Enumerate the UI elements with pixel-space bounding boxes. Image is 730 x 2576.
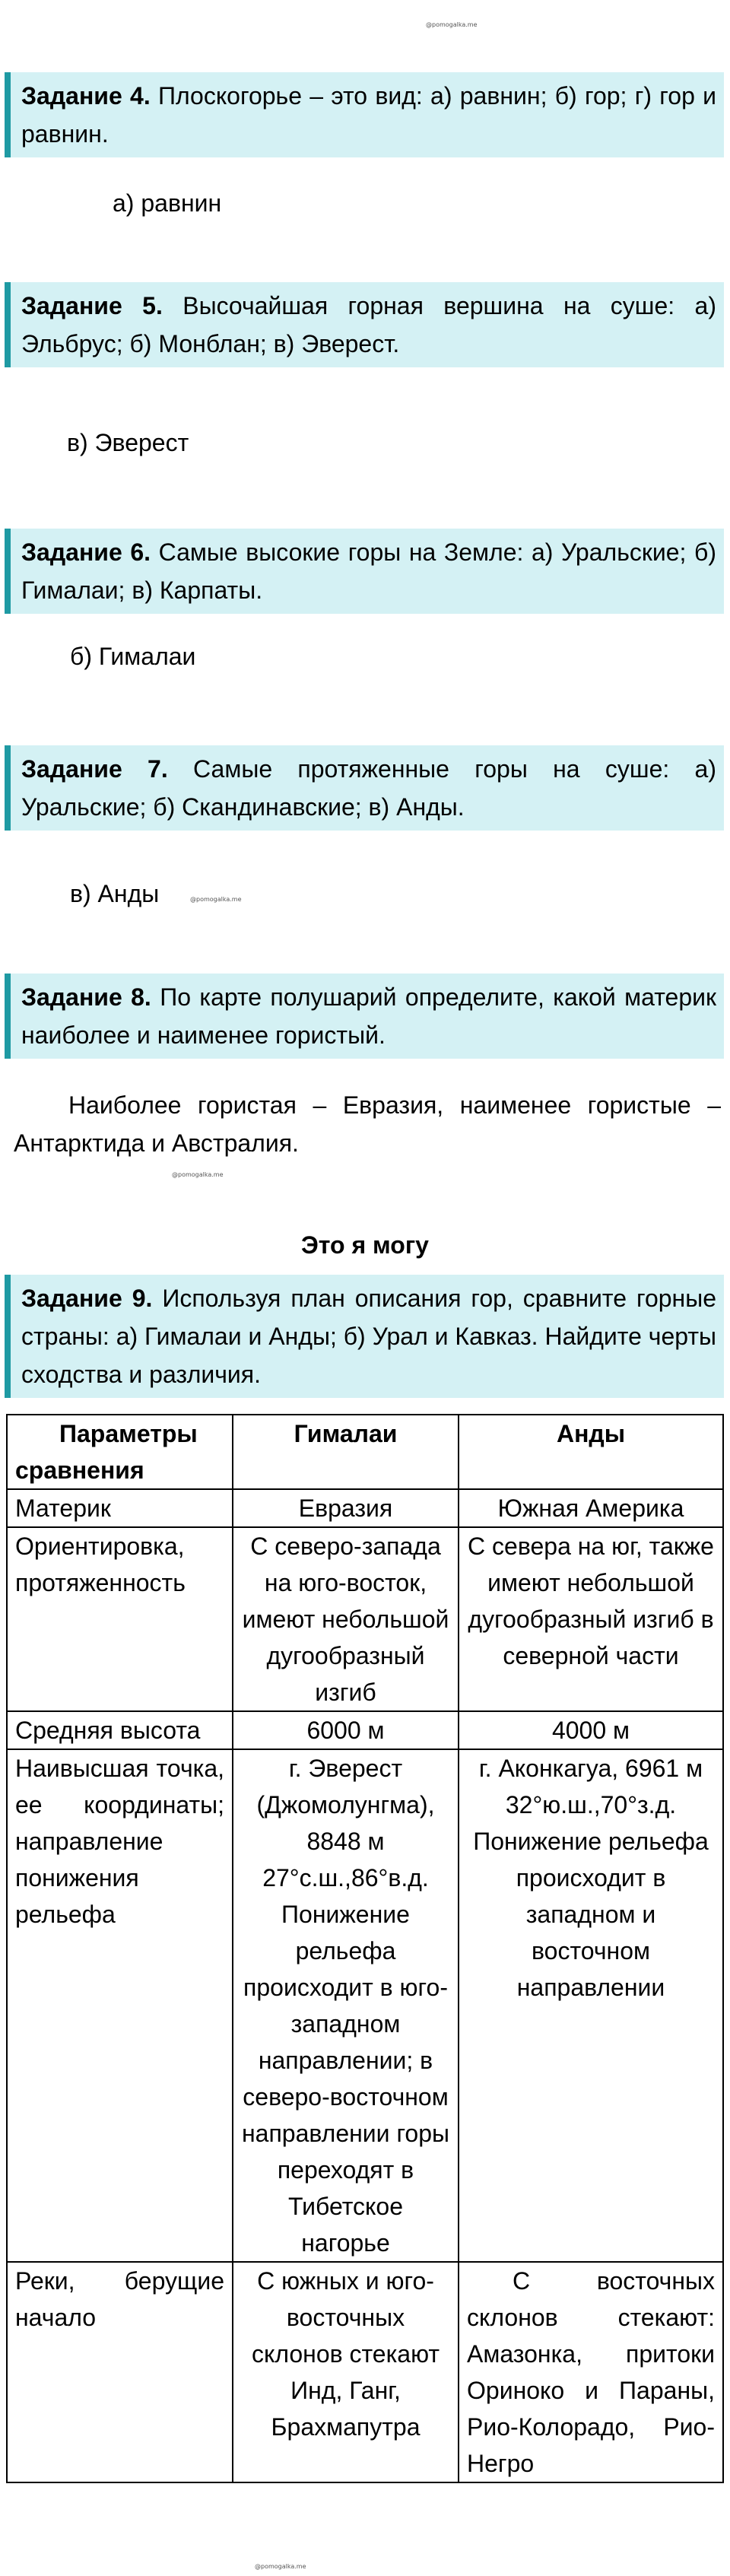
table-row <box>7 1749 723 2262</box>
section-title: Это я могу <box>301 1231 429 1259</box>
table-cell: С севера на юг, также имеют небольшой дугообразный изгиб в северной части <box>459 1527 723 1711</box>
watermark: @pomogalka.me <box>255 2563 306 2570</box>
table-row <box>7 1711 723 1749</box>
table-cell: г. Аконкагуа, 6961 м 32°ю.ш.,70°з.д. Понижение рельефа происходит в западном и восточном направлении <box>459 1749 723 2262</box>
task-label: Задание 6. <box>21 538 151 566</box>
answer-8-text: Наиболее гористая – Евразия, наименее гористые – Антарктида и Австралия. <box>14 1091 721 1157</box>
table-cell: Наивысшая точка, ее координаты; направление понижения рельефа <box>7 1749 233 2262</box>
answer-8 <box>14 1086 721 1162</box>
table-cell: С северо-запада на юго-восток, имеют небольшой дугообразный изгиб <box>233 1527 459 1711</box>
table-row <box>7 1489 723 1527</box>
task-8-box <box>5 974 724 1059</box>
answer-4: а) равнин <box>113 189 222 217</box>
task-text: Самые протяженные горы на суше: а) Уральские; б) Скандинавские; в) Анды. <box>21 755 717 821</box>
watermark: @pomogalka.me <box>172 1171 224 1178</box>
table-cell: 6000 м <box>233 1711 459 1749</box>
comparison-table <box>6 1414 724 2483</box>
task-text: Высочайшая горная вершина на суше: а) Эльбрус; б) Монблан; в) Эверест. <box>21 292 716 357</box>
table-cell: С восточных склонов стекают: Амазонка, притоки Ориноко и Параны, Рио-Колорадо, Рио-Негро <box>459 2262 723 2482</box>
task-text: Используя план описания гор, сравните горные страны: а) Гималаи и Анды; б) Урал и Кавказ. Найдите черты сходства и различия. <box>21 1285 717 1388</box>
task-label: Задание 9. <box>21 1285 153 1312</box>
table-row <box>7 1527 723 1711</box>
task-text: По карте полушарий определите, какой материк наиболее и наименее гористый. <box>21 983 716 1049</box>
task-4-box <box>5 72 724 157</box>
task-6-box <box>5 529 724 614</box>
table-cell: С южных и юго-восточных склонов стекают Инд, Ганг, Брахмапутра <box>233 2262 459 2482</box>
table-cell: Реки, берущие начало <box>7 2262 233 2482</box>
table-cell: Ориентировка, протяженность <box>7 1527 233 1711</box>
table-cell: 4000 м <box>459 1711 723 1749</box>
table-cell: г. Эверест (Джомолунгма), 8848 м 27°с.ш.,86°в.д. Понижение рельефа происходит в юго-западном направлении; в северо-восточном направлении горы переходят в Тибетское нагорье <box>233 1749 459 2262</box>
table-cell: Евразия <box>233 1489 459 1527</box>
task-7-box <box>5 745 724 831</box>
watermark: @pomogalka.me <box>426 21 478 28</box>
table-header: Гималаи <box>233 1415 459 1489</box>
watermark: @pomogalka.me <box>190 896 242 903</box>
answer-5: в) Эверест <box>67 429 189 456</box>
task-text: Плоскогорье – это вид: а) равнин; б) гор; г) гор и равнин. <box>21 82 717 148</box>
table-cell: Средняя высота <box>7 1711 233 1749</box>
task-text: Самые высокие горы на Земле: а) Уральские; б) Гималаи; в) Карпаты. <box>21 538 717 604</box>
table-header: Параметры сравнения <box>7 1415 233 1489</box>
task-5-box <box>5 282 724 367</box>
task-label: Задание 8. <box>21 983 151 1011</box>
answer-6: б) Гималаи <box>70 643 196 670</box>
task-label: Задание 4. <box>21 82 151 110</box>
table-header-row <box>7 1415 723 1489</box>
answer-7: в) Анды <box>70 880 160 907</box>
table-header: Анды <box>459 1415 723 1489</box>
table-cell: Южная Америка <box>459 1489 723 1527</box>
task-label: Задание 7. <box>21 755 168 783</box>
table-row <box>7 2262 723 2482</box>
task-label: Задание 5. <box>21 292 163 319</box>
task-9-box <box>5 1275 724 1398</box>
table-cell: Материк <box>7 1489 233 1527</box>
